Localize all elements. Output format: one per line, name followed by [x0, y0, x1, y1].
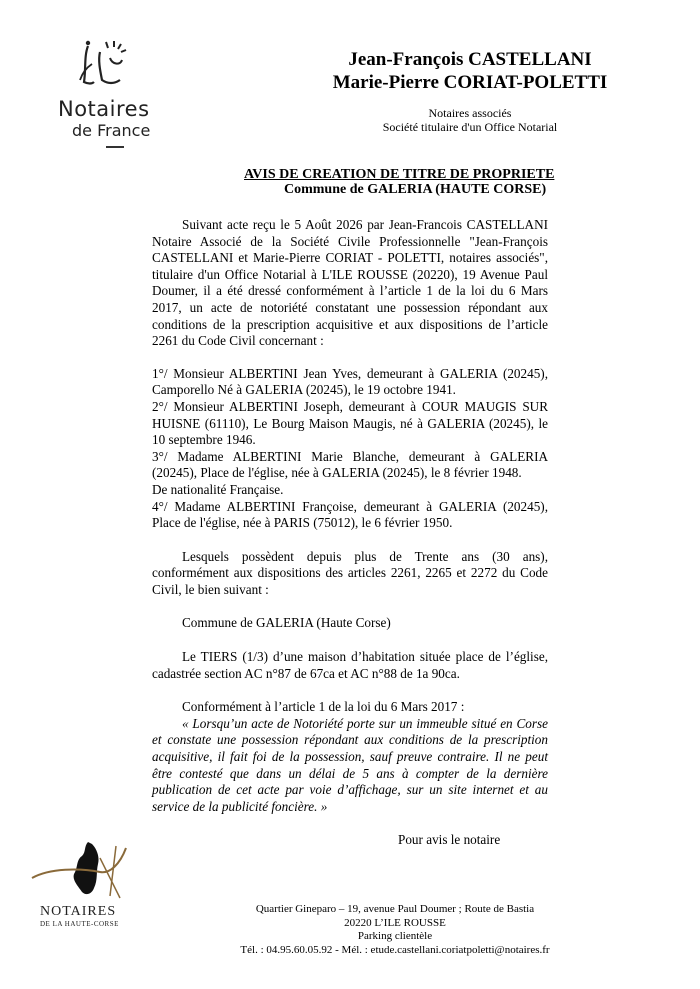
- notaires-de-france-logo: [52, 40, 182, 152]
- title-line-2: Commune de GALERIA (HAUTE CORSE): [284, 182, 547, 197]
- person-2: 2°/ Monsieur ALBERTINI Joseph, demeurant à COUR MAUGIS SUR HUISNE (61110), Le Bourg Maison Maugis, né à GALERIA (20245), le 10 septembre 1946.: [152, 398, 548, 448]
- intro-paragraph: Suivant acte reçu le 5 Août 2026 par Jean-Francois CASTELLANI Notaire Associé de la Société Civile Professionnelle "Jean-François CASTELLANI et Marie-Pierre CORIAT - POLETTI, notaires associés", titulaire d'un Office Notarial à L'ILE ROUSSE (20220), 19 Avenue Paul Doumer, il a été dressé conformément à l’article 1 de la loi du 6 Mars 2017, un acte de notoriété constatant une possession répondant aux conditions de la prescription acquisitive et aux dispositions de l’article 2261 du Code Civil concernant :: [152, 217, 548, 349]
- notice-body: [152, 217, 548, 849]
- law-reference: Conformément à l’article 1 de la loi du 6 Mars 2017 :: [182, 699, 465, 715]
- logo-bottom-line2: DE LA HAUTE-CORSE: [40, 920, 119, 928]
- footer-line-2: 20220 L’ILE ROUSSE: [344, 916, 446, 929]
- logo-top-line1: Notaires: [58, 97, 150, 121]
- logo-bottom-line1: NOTAIRES: [40, 904, 117, 919]
- logo-top-line2: de France: [72, 121, 151, 140]
- signature-line: Pour avis le notaire: [398, 832, 501, 848]
- title-line-1: AVIS DE CREATION DE TITRE DE PROPRIETE: [244, 167, 555, 182]
- person-3: 3°/ Madame ALBERTINI Marie Blanche, demeurant à GALERIA (20245), Place de l'église, née à GALERIA (20245), le 8 février 1948.: [152, 448, 548, 481]
- footer-line-3: Parking clientèle: [357, 930, 433, 942]
- notary-name-2: Marie-Pierre CORIAT-POLETTI: [332, 72, 608, 93]
- footer-contact[interactable]: Tél. : 04.95.60.05.92 - Mél. : etude.castellani.coriatpoletti@notaires.fr: [240, 943, 550, 956]
- nationality-line: De nationalité Française.: [152, 481, 284, 497]
- notary-name-1: Jean-François CASTELLANI: [348, 49, 592, 70]
- subtitle-line-2: Société titulaire d'un Office Notarial: [382, 120, 558, 134]
- footer-address: [210, 903, 580, 957]
- notary-names: [300, 48, 640, 94]
- person-1: 1°/ Monsieur ALBERTINI Jean Yves, demeurant à GALERIA (20245), Camporello Né à GALERIA (20245), le 19 octobre 1941.: [152, 365, 548, 398]
- office-subtitle: [330, 106, 610, 134]
- law-quote: « Lorsqu’un acte de Notoriété porte sur un immeuble situé en Corse et constate une possession répondant aux conditions de la prescription acquisitive, il fait foi de la possession, sauf preuve contraire. Il ne peut être contesté que dans un délai de 5 ans à compter de la dernière publication de cet acte par voie d’affichage, sur un site internet et au service de la publicité foncière. »: [152, 715, 548, 814]
- footer-line-1: Quartier Gineparo – 19, avenue Paul Doumer ; Route de Bastia: [255, 903, 535, 915]
- corsica-map-icon: [30, 838, 140, 904]
- logo-underline: [106, 146, 124, 148]
- notaires-logo-icon: [76, 40, 136, 96]
- commune-line: Commune de GALERIA (Haute Corse): [182, 615, 391, 631]
- notaires-haute-corse-logo: [30, 838, 150, 928]
- subtitle-line-1: Notaires associés: [428, 106, 512, 120]
- property-paragraph: Le TIERS (1/3) d’une maison d’habitation située place de l’église, cadastrée section AC n°87 de 67ca et AC n°88 de 1a 90ca.: [152, 649, 548, 681]
- person-4: 4°/ Madame ALBERTINI Françoise, demeurant à GALERIA (20245), Place de l'église, née à PARIS (75012), le 6 février 1950.: [152, 498, 548, 531]
- possession-paragraph: Lesquels possèdent depuis plus de Trente ans (30 ans), conformément aux dispositions des articles 2261, 2265 et 2272 du Code Civil, le bien suivant :: [152, 548, 548, 597]
